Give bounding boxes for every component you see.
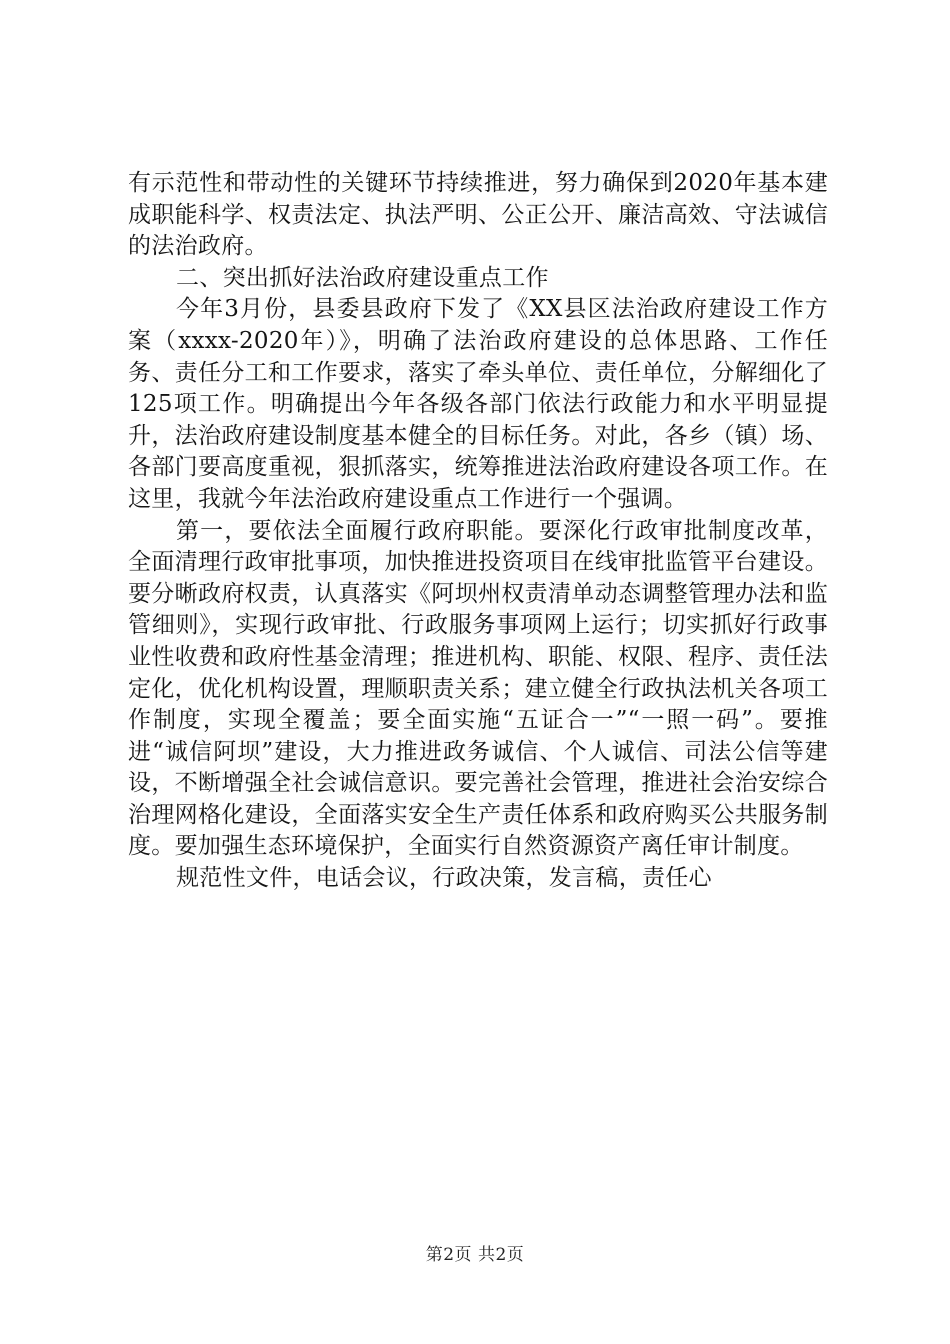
document-body [128, 168, 828, 895]
keywords-line: 规范性文件，电话会议，行政决策，发言稿，责任心 [176, 865, 712, 892]
paragraph-first-point: 第一，要依法全面履行政府职能。要深化行政审批制度改革，全面清理行政审批事项，加快推进投资项目在线审批监管平台建设。要分晰政府权责，认真落实《阿坝州权责清单动态调整管理办法和监管细则》，实现行政审批、行政服务事项网上运行；切实抓好行政事业性收费和政府性基金清理；推进机构、职能、权限、程序、责任法定化，优化机构设置，理顺职责关系；建立健全行政执法机关各项工作制度，实现全覆盖；要全面实施“五证合一”“一照一码”。要推进“诚信阿坝”建设，大力推进政务诚信、个人诚信、司法公信等建设，不断增强全社会诚信意识。要完善社会管理，推进社会治安综合治理网格化建设，全面落实安全生产责任体系和政府购买公共服务制度。要加强生态环境保护，全面实行自然资源资产离任审计制度。 [128, 517, 828, 860]
page-footer: 第2页 共2页 [425, 1245, 525, 1265]
paragraph-continuation: 有示范性和带动性的关键环节持续推进，努力确保到2020年基本建成职能科学、权责法定、执法严明、公正公开、廉洁高效、守法诚信的法治政府。 [128, 170, 828, 260]
section-heading: 二、突出抓好法治政府建设重点工作 [176, 264, 549, 291]
paragraph-work-plan: 今年3月份，县委县政府下发了《XX县区法治政府建设工作方案（xxxx-2020年）》，明确了法治政府建设的总体思路、工作任务、责任分工和工作要求，落实了牵头单位、责任单位，分解细化了125项工作。明确提出今年各级各部门依法行政能力和水平明显提升，法治政府建设制度基本健全的目标任务。对此，各乡（镇）场、各部门要高度重视，狠抓落实，统筹推进法治政府建设各项工作。在这里，我就今年法治政府建设重点工作进行一个强调。 [128, 296, 828, 512]
